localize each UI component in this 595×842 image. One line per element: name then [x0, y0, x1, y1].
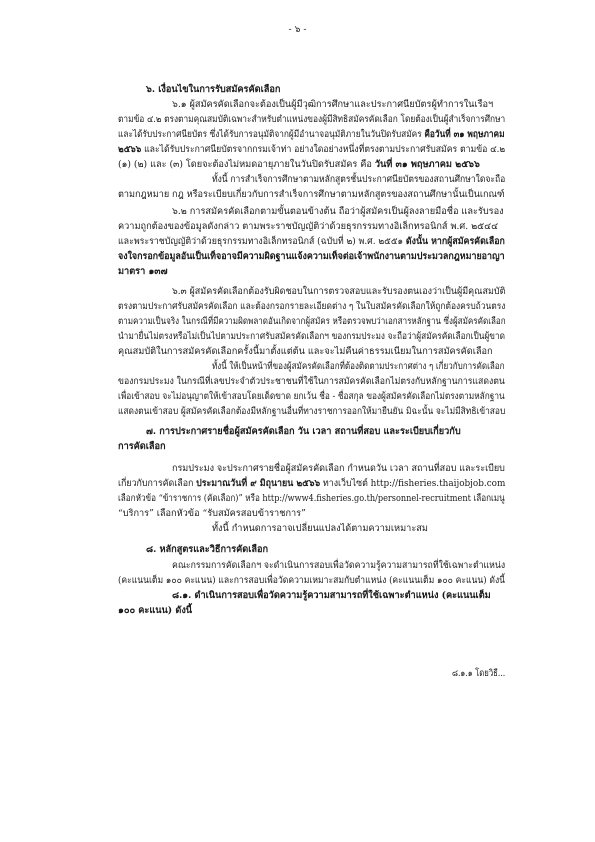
deadline-date: คือวันที่ ๓๑ พฤษภาคม [424, 129, 505, 140]
para-6-3-line: นำมายื่นไม่ตรงหรือไม่เป็นไปตามประกาศรับสมัครคัดเลือกฯ ของกรมประมง จะถือว่าผู้สมัครคัดเลือกเป็นผู้ขาด [118, 331, 506, 342]
announcement-date: ประมาณวันที่ ๙ มิถุนายน ๒๕๖๖ [196, 478, 321, 489]
closing-date: วันที่ ๓๑ พฤษภาคม ๒๕๖๖ [374, 159, 480, 170]
deadline-year: ๒๕๖๖ [118, 144, 142, 155]
section-8-1-heading: ๘.๑. ดำเนินการสอบเพื่อวัดความรู้ความสามารถที่ใช้เฉพาะตำแหน่ง (คะแนนเต็ม [172, 590, 491, 601]
para-6-3-note-line: เพื่อเข้าสอบ จะไม่อนุญาตให้เข้าสอบโดยเด็ดขาด ยกเว้น ชื่อ - ชื่อสกุล ของผู้สมัครคัดเลือกไม่ตรงตามหลักฐาน [118, 391, 505, 402]
para-6-1-text: (๑) (๒) และ (๓) โดยจะต้องไม่หมดอายุภายในวันปิดรับสมัคร คือ [118, 159, 372, 170]
para-6-1-line [118, 159, 480, 171]
para-6-3-line: คุณสมบัติในการสมัครคัดเลือกครั้งนี้มาตั้งแต่ต้น และจะไม่คืนค่าธรรมเนียมในการสมัครคัดเลือก [118, 346, 493, 357]
section-7-line: กรมประมง จะประกาศรายชื่อผู้สมัครคัดเลือก กำหนดวัน เวลา สถานที่สอบ และระเบียบ [172, 463, 505, 474]
para-6-2-line: ๖.๒ การสมัครคัดเลือกตามขั้นตอนข้างต้น ถือว่าผู้สมัครเป็นผู้ลงลายมือชื่อ และรับรอง [172, 206, 504, 217]
continuation-marker: ๘.๑.๑ โดยวิธี... [452, 668, 506, 679]
section-7-heading: การคัดเลือก [118, 441, 166, 452]
para-6-2-text: และพระราชบัญญัติว่าด้วยธุรกรรมทางอิเล็กทรอนิกส์ (ฉบับที่ ๒) พ.ศ. ๒๕๕๑ [118, 236, 404, 247]
para-6-3-note-line: ทั้งนี้ ให้เป็นหน้าที่ของผู้สมัครคัดเลือกที่ต้องติดตามประกาศต่าง ๆ เกี่ยวกับการคัดเลือก [212, 361, 505, 372]
section-7-note: ทั้งนี้ กำหนดการอาจเปลี่ยนแปลงได้ตามความเหมาะสม [212, 523, 428, 534]
para-6-3-line: ๖.๓ ผู้สมัครคัดเลือกต้องรับผิดชอบในการตรวจสอบและรับรองตนเองว่าเป็นผู้มีคุณสมบัติ [172, 286, 506, 297]
page-number: - ๖ - [288, 24, 307, 35]
section-7-line [118, 478, 505, 490]
para-6-1-line: ๖.๑ ผู้สมัครคัดเลือกจะต้องเป็นผู้มีวุฒิการศึกษาและประกาศนียบัตรผู้ทำการในเรือฯ [172, 99, 494, 110]
section-7-text: เกี่ยวกับการคัดเลือก [118, 478, 194, 489]
para-6-3-line: ตรงตามประกาศรับสมัครคัดเลือก และต้องกรอกรายละเอียดต่าง ๆ ในใบสมัครคัดเลือกให้ถูกต้องครบถ้วนตรง [118, 301, 506, 312]
para-6-1-text: และได้รับประกาศนียบัตรจากกรมเจ้าท่า อย่างใดอย่างหนึ่งที่ตรงตามประกาศรับสมัคร ตามข้อ ๔.๒ [144, 144, 506, 155]
para-6-1-line [118, 129, 505, 141]
para-6-1-line: ตามข้อ ๔.๒ ตรงตามคุณสมบัติเฉพาะสำหรับตำแหน่งของผู้มีสิทธิสมัครคัดเลือก โดยต้องเป็นผู้สำเร็จการศึกษา [118, 114, 506, 125]
section-7-heading: ๗. การประกาศรายชื่อผู้สมัครคัดเลือก วัน เวลา สถานที่สอบ และระเบียบเกี่ยวกับ [146, 426, 461, 437]
para-6-1-line [118, 144, 505, 156]
para-6-3-line: ตามความเป็นจริง ในกรณีที่มีความผิดพลาดอันเกิดจากผู้สมัคร หรือตรวจพบว่าเอกสารหลักฐาน ซึ่งผู้สมัครคัดเลือก [118, 316, 506, 327]
para-6-1-note-line: ตามกฎหมาย กฎ หรือระเบียบเกี่ยวกับการสำเร็จการศึกษาตามหลักสูตรของสถานศึกษานั้นเป็นเกณฑ์ [118, 189, 505, 200]
section-7-text: ทางเว็บไซต์ http://fisheries.thaijobjob.com [322, 478, 506, 489]
para-6-2-warning-line: จงใจกรอกข้อมูลอันเป็นเท็จอาจมีความผิดฐานแจ้งความเท็จต่อเจ้าพนักงานตามประมวลกฎหมายอาญา [118, 251, 505, 262]
section-7-line: “บริการ” เลือกหัวข้อ “รับสมัครสอบข้าราชการ” [118, 508, 306, 519]
section-8-line: (คะแนนเต็ม ๑๐๐ คะแนน) และการสอบเพื่อวัดความเหมาะสมกับตำแหน่ง (คะแนนเต็ม ๑๐๐ คะแนน) ดังนี้ [118, 575, 506, 586]
para-6-1-note-line: ทั้งนี้ การสำเร็จการศึกษาตามหลักสูตรชั้นประกาศนียบัตรของสถานศึกษาใดจะถือ [212, 174, 506, 185]
para-6-1-text: และได้รับประกาศนียบัตร ซึ่งได้รับการอนุมัติจากผู้มีอำนาจอนุมัติภายในวันปิดรับสมัคร [118, 129, 422, 140]
section-8-heading: ๘. หลักสูตรและวิธีการคัดเลือก [146, 544, 269, 555]
para-6-3-note-line: แสดงตนเข้าสอบ ผู้สมัครคัดเลือกต้องมีหลักฐานอื่นที่ทางราชการออกให้มายืนยัน มิฉะนั้น จะไม่มีสิทธิเข้าสอบ [118, 406, 506, 417]
para-6-3-note-line: ของกรมประมง ในกรณีที่เลขประจำตัวประชาชนที่ใช้ในการสมัครคัดเลือกไม่ตรงกับหลักฐานการแสดงตน [118, 376, 505, 387]
section-7-line: เลือกหัวข้อ “ข้าราชการ (คัดเลือก)” หรือ http://www4.fisheries.go.th/personnel-recruitment เลือกเมนู [118, 493, 505, 504]
section-6-heading: ๖. เงื่อนไขในการรับสมัครคัดเลือก [146, 84, 281, 95]
para-6-2-warning: ดังนั้น หากผู้สมัครคัดเลือก [405, 236, 505, 247]
para-6-2-line: ความถูกต้องของข้อมูลดังกล่าว ตามพระราชบัญญัติว่าด้วยธุรกรรมทางอิเล็กทรอนิกส์ พ.ศ. ๒๕๔๔ [118, 221, 499, 232]
section-8-line: คณะกรรมการคัดเลือกฯ จะดำเนินการสอบเพื่อวัดความรู้ความสามารถที่ใช้เฉพาะตำแหน่ง [172, 560, 506, 571]
section-8-1-heading: ๑๐๐ คะแนน) ดังนี้ [118, 605, 193, 616]
para-6-2-warning-line: มาตรา ๑๓๗ [118, 266, 168, 277]
para-6-2-line [118, 236, 505, 248]
